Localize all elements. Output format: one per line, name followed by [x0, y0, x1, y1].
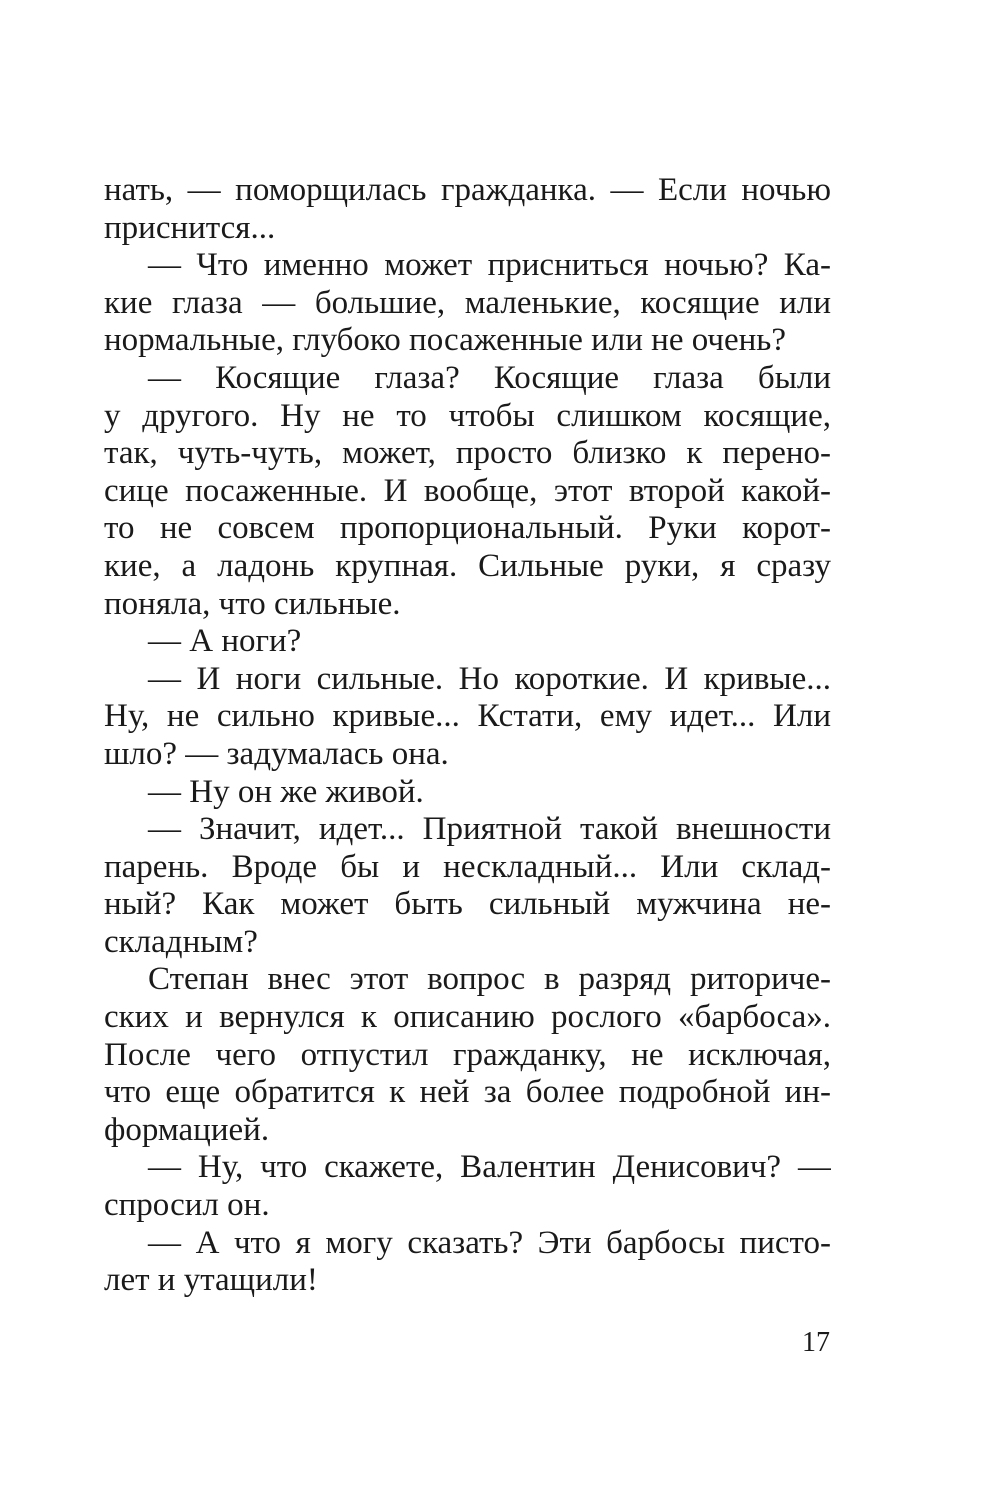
text-line: шло? — задумалась она.: [104, 735, 449, 772]
text-line: — И ноги сильные. Но короткие. И кривые...: [148, 660, 831, 697]
text-line: Степан внес этот вопрос в разряд риториче-: [148, 961, 831, 998]
text-line: — Что именно может присниться ночью? Ка-: [148, 247, 831, 284]
text-line: так, чуть-чуть, может, просто близко к перено-: [104, 435, 831, 472]
text-line: ских и вернулся к описанию рослого «барбоса».: [104, 999, 831, 1036]
text-line: сице посаженные. И вообще, этот второй какой-: [104, 472, 831, 509]
text-line: ный? Как может быть сильный мужчина не-: [104, 886, 831, 923]
text-line: нать, — поморщилась гражданка. — Если ночью: [104, 172, 831, 208]
text-line: то не совсем пропорциональный. Руки корот-: [104, 510, 831, 547]
text-line: После чего отпустил гражданку, не исключая,: [104, 1036, 831, 1073]
text-line: — Косящие глаза? Косящие глаза были: [148, 359, 831, 396]
body-text: [104, 172, 831, 1300]
text-line: — А что я могу сказать? Эти барбосы писто-: [148, 1224, 831, 1261]
text-line: складным?: [104, 923, 258, 960]
text-line: — Ну он же живой.: [148, 773, 424, 810]
text-line: Ну, не сильно кривые... Кстати, ему идет... Или: [104, 698, 831, 735]
page-number: 17: [802, 1327, 830, 1358]
text-line: поняла, что сильные.: [104, 585, 401, 622]
text-line: — Значит, идет... Приятной такой внешности: [148, 811, 831, 848]
text-line: нормальные, глубоко посаженные или не очень?: [104, 322, 786, 359]
text-line: что еще обратится к ней за более подробной ин-: [104, 1074, 831, 1111]
text-line: — Ну, что скажете, Валентин Денисович? —: [148, 1149, 831, 1186]
text-line: парень. Вроде бы и нескладный... Или склад-: [104, 848, 831, 885]
text-line: у другого. Ну не то чтобы слишком косящие,: [104, 397, 831, 434]
text-line: лет и утащили!: [104, 1262, 318, 1299]
text-line: — А ноги?: [148, 623, 302, 660]
text-line: формацией.: [104, 1111, 270, 1148]
text-line: приснится...: [104, 209, 276, 246]
text-line: спросил он.: [104, 1187, 270, 1224]
text-line: кие, а ладонь крупная. Сильные руки, я сразу: [104, 547, 831, 584]
text-line: кие глаза — большие, маленькие, косящие или: [104, 284, 831, 321]
